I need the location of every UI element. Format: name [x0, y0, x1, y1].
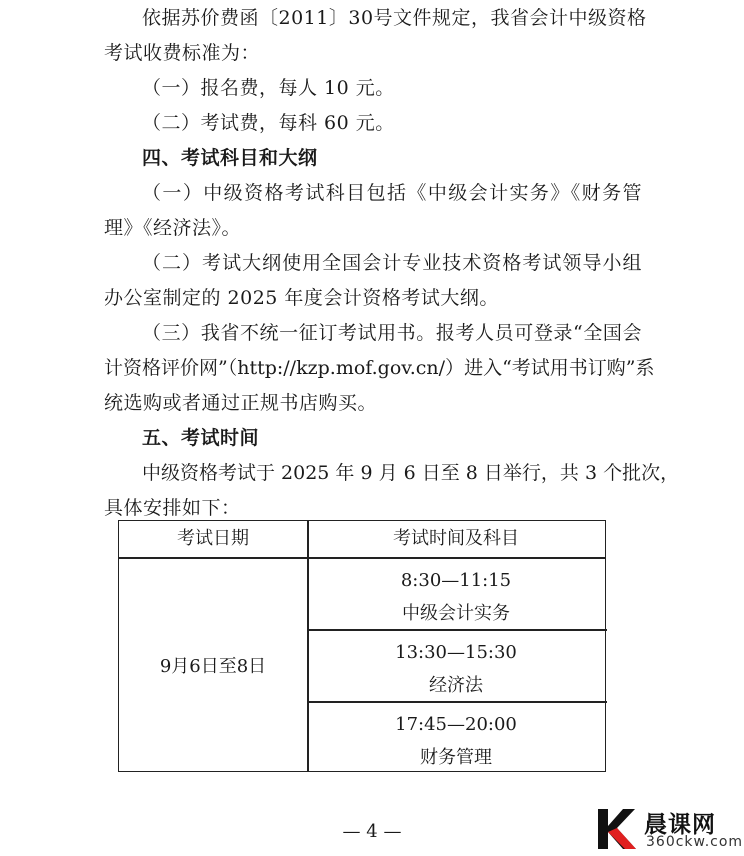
table-header-date: 考试日期	[177, 528, 249, 549]
paragraph-line: （三）我省不统一征订考试用书。报考人员可登录“全国会	[142, 322, 642, 344]
session-subject: 财务管理	[420, 747, 492, 768]
table-header-subject: 考试时间及科目	[393, 528, 519, 549]
paragraph-line: 办公室制定的 2025 年度会计资格考试大纲。	[104, 287, 499, 309]
paragraph-line: （一）中级资格考试科目包括《中级会计实务》《财务管	[142, 182, 642, 204]
k-logo-icon	[592, 806, 638, 852]
watermark-url: 360ckw.com	[646, 834, 744, 850]
paragraph-line: （二）考试大纲使用全国会计专业技术资格考试领导小组	[142, 252, 642, 274]
table-divider	[307, 701, 607, 703]
fee-item: （二）考试费，每科 60 元。	[142, 112, 395, 134]
paragraph-line: 依据苏价费函〔2011〕30号文件规定，我省会计中级资格	[142, 7, 647, 29]
exam-schedule-table	[118, 520, 606, 772]
session-subject: 中级会计实务	[402, 603, 510, 624]
section-heading: 四、考试科目和大纲	[142, 147, 318, 169]
paragraph-line: 统选购或者通过正规书店购买。	[104, 392, 378, 414]
table-divider	[119, 557, 605, 559]
watermark-brand: 晨课网	[644, 812, 716, 838]
page-number: — 4 —	[342, 821, 402, 842]
exam-date-cell: 9月6日至8日	[159, 656, 267, 677]
paragraph-line: 具体安排如下：	[104, 497, 241, 519]
session-time: 8:30—11:15	[400, 570, 512, 591]
session-time: 13:30—15:30	[395, 642, 517, 663]
session-time: 17:45—20:00	[395, 714, 517, 735]
fee-item: （一）报名费，每人 10 元。	[142, 77, 395, 99]
paragraph-line: 中级资格考试于 2025 年 9 月 6 日至 8 日举行，共 3 个批次，	[142, 462, 680, 484]
session-subject: 经济法	[429, 675, 483, 696]
watermark-logo	[584, 804, 744, 856]
section-heading: 五、考试时间	[142, 427, 260, 449]
paragraph-line: 计资格评价网”（http://kzp.mof.gov.cn/）进入“考试用书订购”系	[104, 357, 655, 379]
paragraph-line: 考试收费标准为：	[104, 42, 261, 64]
table-divider	[307, 629, 607, 631]
paragraph-line: 理》《经济法》。	[104, 217, 242, 239]
